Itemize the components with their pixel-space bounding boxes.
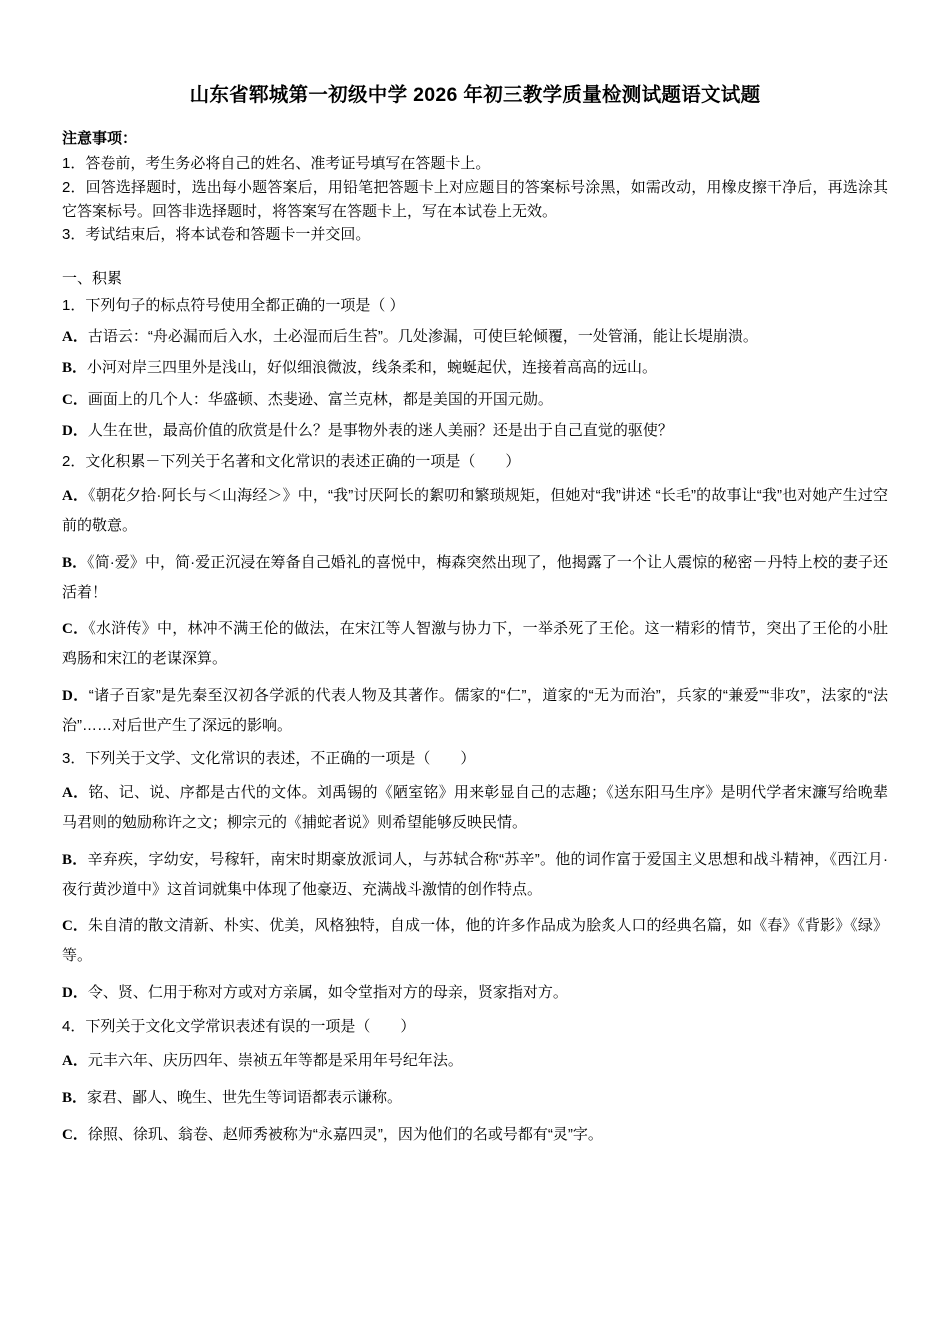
option-text: 画面上的几个人：华盛顿、杰斐逊、富兰克林，都是美国的开国元勋。 [87, 390, 553, 408]
option-text: 小河对岸三四里外是浅山，好似细浪微波，线条柔和，蜿蜒起伏，连接着高高的远山。 [87, 359, 658, 377]
option-text: 古语云：“舟必漏而后入水，土必湿而后生苔”。几处渗漏，可使巨轮倾覆，一处管涌，能让长堤崩溃。 [87, 328, 758, 346]
option-text: 《简·爱》中，简·爱正沉浸在筹备自己婚礼的喜悦中，梅森突然出现了，他揭露了一个让人震惊的秘密－丹特上校的妻子还活着！ [62, 553, 888, 601]
option-text: 徐照、徐玑、翁卷、赵师秀被称为“永嘉四灵”，因为他们的名或号都有“灵”字。 [87, 1126, 603, 1144]
option-text: 家君、鄙人、晚生、世先生等词语都表示谦称。 [87, 1089, 403, 1107]
question-option [62, 911, 888, 971]
notice-line-1: 1．答卷前，考生务必将自己的姓名、准考证号填写在答题卡上。 [62, 155, 491, 173]
question-option [62, 614, 888, 674]
notice-line-3: 3．考试结束后，将本试卷和答题卡一并交回。 [62, 226, 371, 244]
option-label: C． [62, 391, 88, 408]
question-stem: 3．下列关于文学、文化常识的表述，不正确的一项是（ ） [62, 750, 476, 768]
question-option [62, 388, 888, 412]
option-label: D． [62, 984, 88, 1001]
question-option [62, 778, 888, 838]
option-text: 辛弃疾，字幼安，号稼轩，南宋时期豪放派词人，与苏轼合称“苏辛”。他的词作富于爱国主义思想和战斗精神，《西江月·夜行黄沙道中》这首词就集中体现了他豪迈、充满战斗激情的创作特点。 [62, 850, 888, 898]
option-label: B． [62, 554, 88, 571]
option-label: A． [62, 785, 89, 802]
option-text: 朱自清的散文清新、朴实、优美，风格独特，自成一体，他的许多作品成为脍炙人口的经典名篇，如《春》《背影》《绿》等。 [62, 917, 888, 965]
question-option [62, 356, 888, 380]
question-option [62, 1120, 888, 1150]
option-label: C． [62, 621, 89, 638]
option-label: D． [62, 687, 89, 704]
option-text: 《朝花夕拾·阿长与＜山海经＞》中，“我”讨厌阿长的絮叨和繁琐规矩，但她对“我”讲述 “长毛”的故事让“我”也对她产生过空前的敬意。 [62, 487, 888, 535]
option-text: 元丰六年、庆历四年、崇祯五年等都是采用年号纪年法。 [87, 1051, 463, 1069]
question-stem: 4．下列关于文化文学常识表述有误的一项是（ ） [62, 1017, 416, 1035]
option-text: 令、贤、仁用于称对方或对方亲属，如令堂指对方的母亲，贤家指对方。 [87, 983, 568, 1001]
question-option [62, 325, 888, 349]
question-option [62, 978, 888, 1008]
question-option [62, 845, 888, 905]
option-label: C． [62, 918, 89, 935]
question-option [62, 1046, 888, 1076]
question-stem: 2．文化积累－下列关于名著和文化常识的表述正确的一项是（ ） [62, 453, 521, 471]
option-label: A． [62, 1052, 88, 1069]
question-stem: 1．下列句子的标点符号使用全都正确的一项是（ ） [62, 297, 405, 315]
option-label: B． [62, 360, 88, 377]
option-text: 铭、记、说、序都是古代的文体。刘禹锡的《陋室铭》用来彰显自己的志趣；《送东阳马生序》是明代学者宋濂写给晚辈马君则的勉励称许之文；柳宗元的《捕蛇者说》则希望能够反映民情。 [62, 784, 888, 832]
notice-line-2: 2．回答选择题时，选出每小题答案后，用铅笔把答题卡上对应题目的答案标号涂黑，如需改动，用橡皮擦干净后，再选涂其它答案标号。回答非选择题时，将答案写在答题卡上，写在本试卷上无效。 [62, 178, 888, 220]
notice-heading: 注意事项： [62, 130, 138, 148]
option-label: A． [62, 488, 89, 505]
option-label: A． [62, 329, 88, 346]
option-label: B． [62, 851, 88, 868]
question-option [62, 1083, 888, 1113]
page-title: 山东省郓城第一初级中学 2026 年初三教学质量检测试题语文试题 [189, 84, 761, 106]
question-option [62, 419, 888, 443]
question-option [62, 681, 888, 741]
option-label: C． [62, 1127, 88, 1144]
section-heading: 一、积累 [62, 270, 123, 288]
option-label: D． [62, 422, 88, 439]
question-option [62, 548, 888, 608]
option-text: “诸子百家”是先秦至汉初各学派的代表人物及其著作。儒家的“仁”，道家的“无为而治”，兵家的“兼爱”“非攻”，法家的“法治”……对后世产生了深远的影响。 [62, 686, 888, 734]
option-text: 人生在世，最高价值的欣赏是什么？是事物外表的迷人美丽？还是出于自己直觉的驱使？ [87, 421, 673, 439]
option-text: 《水浒传》中，林冲不满王伦的做法，在宋江等人智激与协力下，一举杀死了王伦。这一精彩的情节，突出了王伦的小肚鸡肠和宋江的老谋深算。 [62, 620, 888, 668]
question-option [62, 481, 888, 541]
option-label: B． [62, 1090, 88, 1107]
